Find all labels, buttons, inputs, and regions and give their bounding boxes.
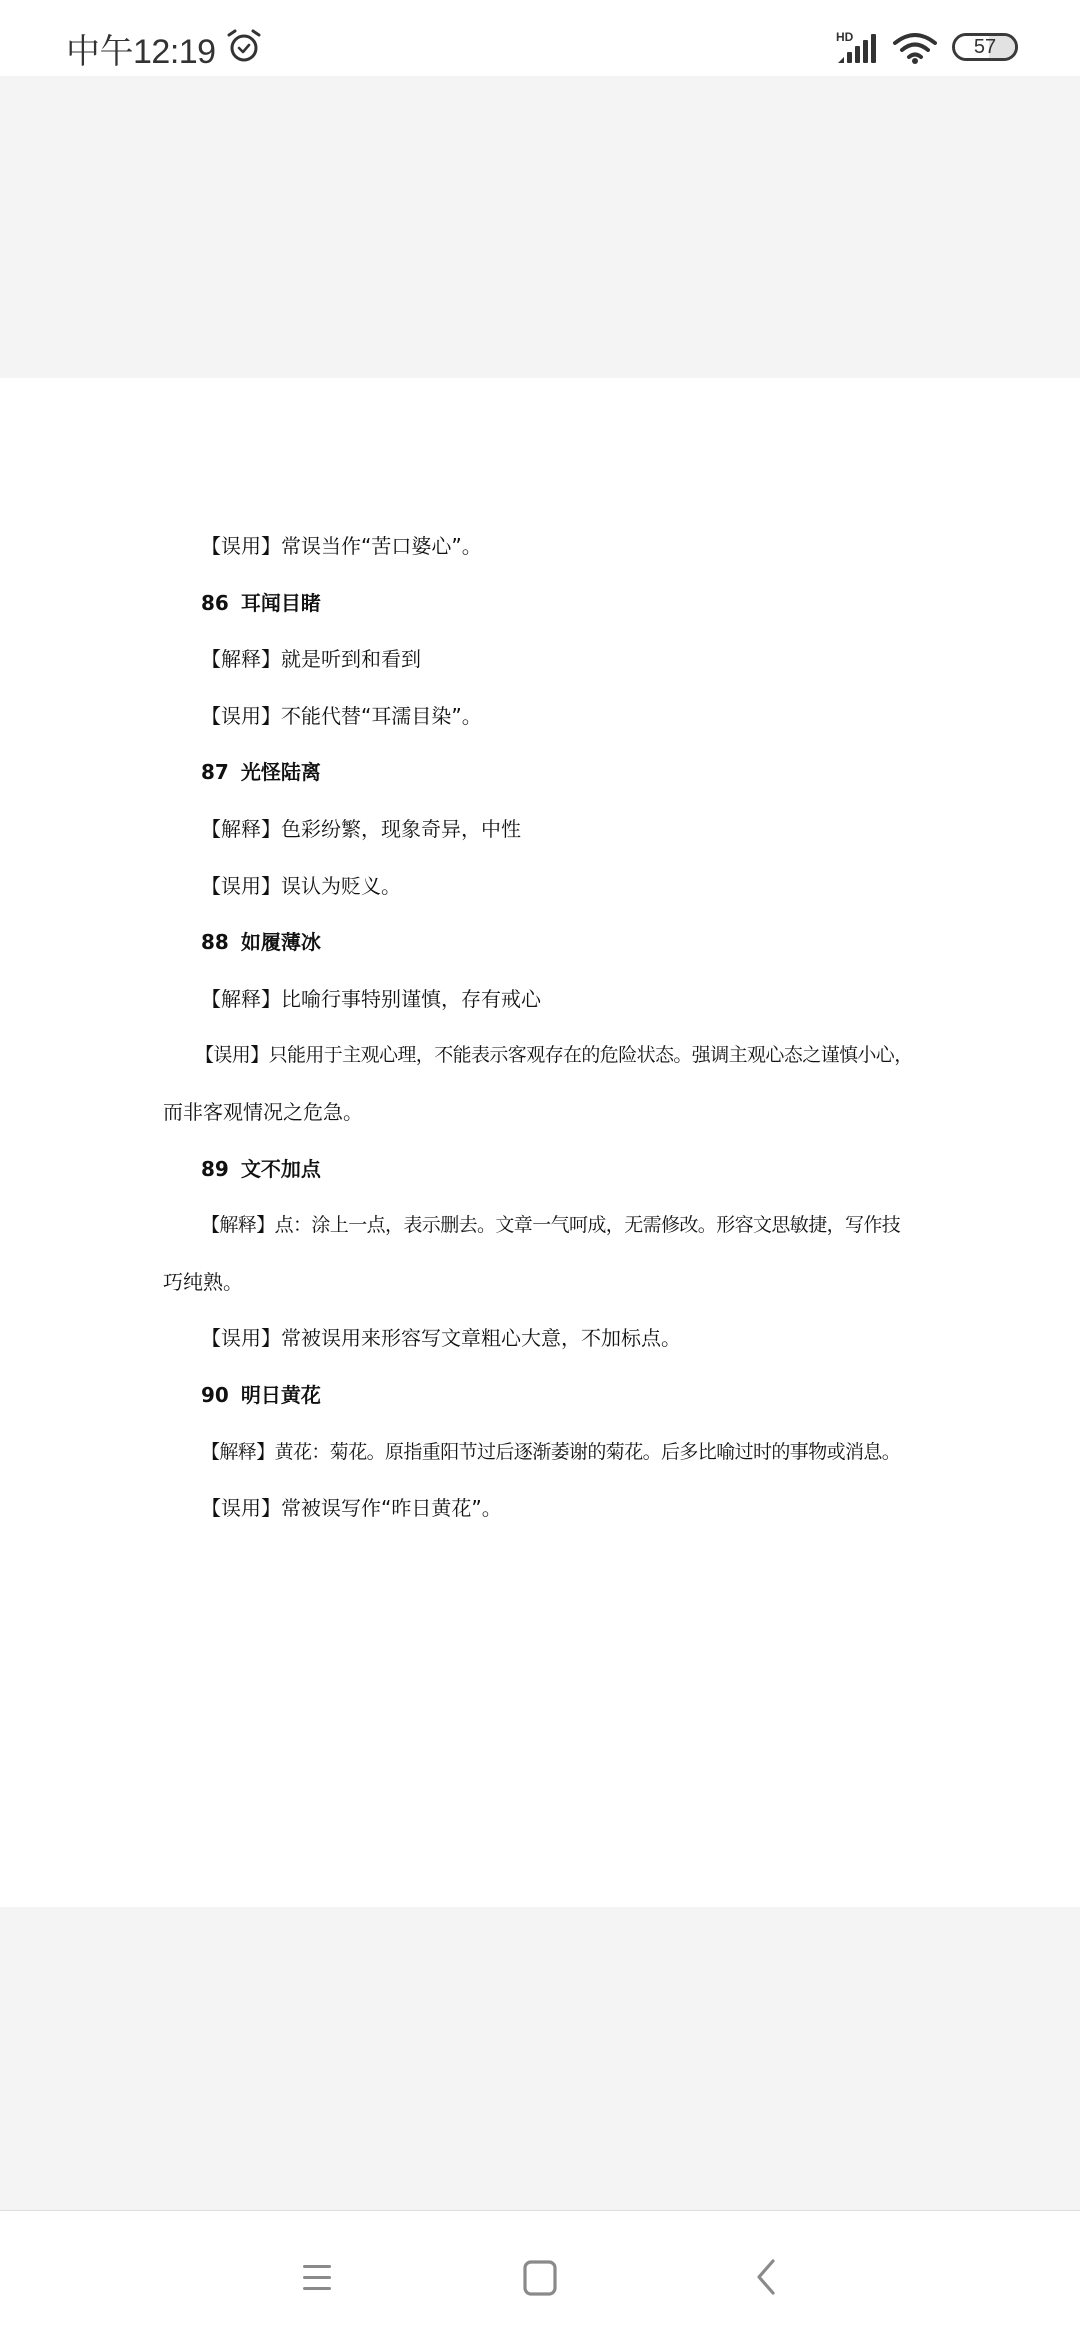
idiom-number: 86 xyxy=(201,590,229,615)
idiom-number: 89 xyxy=(201,1156,229,1181)
status-bar xyxy=(0,0,1080,76)
body-line: 【误用】常被误写作“昨日黄花”。 xyxy=(201,1496,502,1521)
idiom-heading xyxy=(163,1141,933,1198)
page-gutter-bottom xyxy=(0,1907,1080,2210)
body-line: 【误用】常被误用来形容写文章粗心大意，不加标点。 xyxy=(201,1326,681,1351)
alarm-clock-icon xyxy=(226,28,262,64)
idiom-heading xyxy=(163,575,933,632)
signal-bars-icon xyxy=(836,30,880,64)
idiom-heading xyxy=(163,1367,933,1424)
idiom-title: 光怪陆离 xyxy=(240,760,321,785)
body-line: 【解释】色彩纷繁，现象奇异，中性 xyxy=(201,816,521,841)
home-square-icon[interactable] xyxy=(518,2255,562,2299)
idiom-number: 88 xyxy=(201,930,229,955)
status-time: 中午12:19 xyxy=(66,33,216,71)
menu-icon[interactable] xyxy=(295,2255,339,2299)
body-line-wrap: 巧纯熟。 xyxy=(163,1269,243,1294)
idiom-number: 87 xyxy=(201,760,229,785)
wifi-icon xyxy=(893,32,937,64)
idiom-title: 如履薄冰 xyxy=(240,930,321,955)
page-gutter-top xyxy=(0,76,1080,378)
idiom-title: 耳闻目睹 xyxy=(240,590,321,615)
document-content xyxy=(163,518,933,1537)
battery-level: 57 xyxy=(973,36,997,58)
battery-indicator xyxy=(952,33,1018,61)
body-line: 【误用】不能代替“耳濡目染”。 xyxy=(201,703,482,728)
body-line-wrap: 而非客观情况之危急。 xyxy=(163,1099,363,1124)
idiom-title: 文不加点 xyxy=(240,1156,321,1181)
body-line: 【解释】点：涂上一点，表示删去。文章一气呵成，无需修改。形容文思敏捷，写作技 xyxy=(201,1214,901,1237)
body-line: 【误用】常误当作“苦口婆心”。 xyxy=(201,534,482,558)
body-line: 【误用】误认为贬义。 xyxy=(201,873,401,898)
idiom-heading xyxy=(163,914,933,971)
idiom-number: 90 xyxy=(201,1382,229,1407)
idiom-title: 明日黄花 xyxy=(240,1382,321,1407)
document-page[interactable] xyxy=(0,378,1080,1907)
network-label: HD xyxy=(836,30,854,44)
back-chevron-icon[interactable] xyxy=(745,2255,789,2299)
body-line: 【解释】就是听到和看到 xyxy=(201,647,421,672)
idiom-heading xyxy=(163,744,933,801)
system-nav-bar xyxy=(0,2210,1080,2341)
body-line: 【解释】比喻行事特别谨慎，存有戒心 xyxy=(201,986,541,1011)
body-line: 【误用】只能用于主观心理，不能表示客观存在的危险状态。强调主观心态之谨慎小心， xyxy=(195,1044,913,1067)
body-line: 【解释】黄花：菊花。原指重阳节过后逐渐萎谢的菊花。后多比喻过时的事物或消息。 xyxy=(201,1440,901,1463)
